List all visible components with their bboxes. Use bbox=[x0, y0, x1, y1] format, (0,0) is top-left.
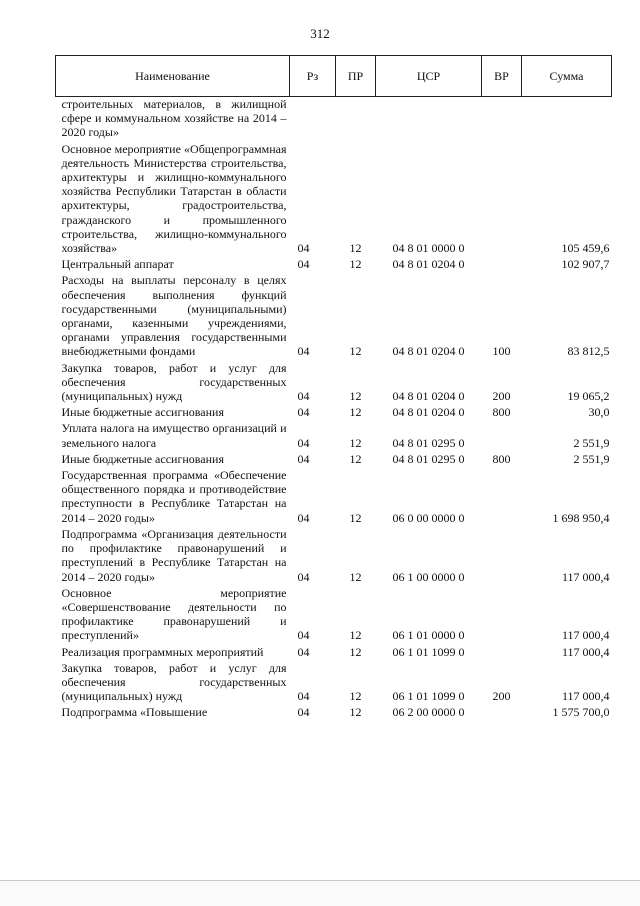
cell-vr bbox=[482, 142, 522, 258]
cell-sum: 117 000,4 bbox=[561, 628, 610, 643]
cell-name: Иные бюджетные ассигнования bbox=[61, 405, 224, 420]
cell-csr: 06 2 00 0000 0 bbox=[392, 705, 465, 720]
cell-csr: 06 0 00 0000 0 bbox=[392, 510, 465, 525]
cell-name: Закупка товаров, работ и услуг для обеспечения государственных (муниципальных) нужд bbox=[61, 360, 287, 404]
cell-name: Центральный аппарат bbox=[61, 257, 174, 272]
table-header-row bbox=[56, 56, 612, 97]
cell-csr: 04 8 01 0295 0 bbox=[392, 451, 465, 466]
cell-name: Реализация программных мероприятий bbox=[61, 644, 264, 659]
cell-name: строительных материалов, в жилищной сфере и коммунальном хозяйстве на 2014 – 2020 годы» bbox=[61, 97, 287, 140]
cell-csr: 06 1 01 1099 0 bbox=[392, 689, 465, 704]
cell-pr: 12 bbox=[349, 689, 362, 704]
cell-pr: 12 bbox=[349, 435, 362, 450]
cell-vr: 800 bbox=[492, 405, 511, 420]
cell-sum: 2 551,9 bbox=[573, 435, 610, 450]
cell-vr bbox=[482, 468, 522, 527]
cell-vr bbox=[482, 527, 522, 586]
cell-pr: 12 bbox=[349, 510, 362, 525]
table-row bbox=[56, 527, 612, 586]
cell-vr bbox=[482, 645, 522, 661]
cell-pr: 12 bbox=[349, 257, 362, 272]
table-row bbox=[56, 645, 612, 661]
cell-pr: 12 bbox=[349, 705, 362, 720]
cell-sum: 105 459,6 bbox=[561, 241, 610, 256]
cell-csr: 04 8 01 0204 0 bbox=[392, 257, 465, 272]
cell-vr: 200 bbox=[492, 689, 511, 704]
cell-sum: 117 000,4 bbox=[561, 689, 610, 704]
cell-vr bbox=[482, 97, 522, 142]
cell-rz: 04 bbox=[297, 628, 310, 643]
cell-csr: 04 8 01 0204 0 bbox=[392, 389, 465, 404]
table-body bbox=[56, 97, 612, 722]
cell-pr: 12 bbox=[349, 241, 362, 256]
cell-csr: 06 1 01 0000 0 bbox=[392, 628, 465, 643]
cell-name: Иные бюджетные ассигнования bbox=[61, 451, 224, 466]
cell-sum: 117 000,4 bbox=[561, 644, 610, 659]
table-row bbox=[56, 468, 612, 527]
cell-rz: 04 bbox=[297, 689, 310, 704]
cell-rz: 04 bbox=[297, 389, 310, 404]
header-vr: ВР bbox=[482, 56, 522, 97]
cell-name: Основное мероприятие «Совершенствование деятельности по профилактике правонарушений и преступлений» bbox=[61, 585, 287, 643]
table-row bbox=[56, 405, 612, 421]
cell-pr: 12 bbox=[349, 405, 362, 420]
cell-vr bbox=[482, 257, 522, 273]
cell-csr: 06 1 01 1099 0 bbox=[392, 644, 465, 659]
cell-rz: 04 bbox=[297, 257, 310, 272]
cell-vr bbox=[482, 421, 522, 451]
cell-vr bbox=[482, 586, 522, 645]
cell-pr bbox=[336, 97, 376, 142]
cell-pr: 12 bbox=[349, 569, 362, 584]
cell-csr: 04 8 01 0204 0 bbox=[392, 405, 465, 420]
cell-sum: 1 575 700,0 bbox=[552, 705, 610, 720]
page-bottom-edge bbox=[0, 880, 640, 906]
cell-csr: 04 8 01 0295 0 bbox=[392, 435, 465, 450]
table-row bbox=[56, 273, 612, 360]
table-row bbox=[56, 586, 612, 645]
cell-vr bbox=[482, 705, 522, 721]
cell-vr: 800 bbox=[492, 451, 511, 466]
cell-pr: 12 bbox=[349, 344, 362, 359]
cell-sum: 30,0 bbox=[588, 405, 610, 420]
cell-rz: 04 bbox=[297, 405, 310, 420]
cell-sum: 2 551,9 bbox=[573, 451, 610, 466]
cell-name: Основное мероприятие «Общепрограммная деятельность Министерства строительства, архитектуры и жилищно-коммунального хозяйства Республики Татарстан в области архитектуры, градостроительства, гражданского и промышленного строительства, жилищно-коммунального хозяйства» bbox=[61, 141, 287, 256]
cell-vr: 100 bbox=[492, 344, 511, 359]
budget-table bbox=[55, 55, 612, 722]
cell-rz: 04 bbox=[297, 644, 310, 659]
cell-csr: 04 8 01 0000 0 bbox=[392, 241, 465, 256]
cell-csr: 04 8 01 0204 0 bbox=[392, 344, 465, 359]
cell-rz: 04 bbox=[297, 241, 310, 256]
cell-name: Уплата налога на имущество организаций и земельного налога bbox=[61, 421, 287, 450]
cell-pr: 12 bbox=[349, 628, 362, 643]
cell-sum: 117 000,4 bbox=[561, 569, 610, 584]
cell-csr: 06 1 00 0000 0 bbox=[392, 569, 465, 584]
header-pr: ПР bbox=[336, 56, 376, 97]
cell-rz: 04 bbox=[297, 569, 310, 584]
cell-sum: 83 812,5 bbox=[567, 344, 610, 359]
cell-name: Подпрограмма «Повышение bbox=[61, 705, 208, 720]
cell-rz: 04 bbox=[297, 435, 310, 450]
header-name: Наименование bbox=[56, 56, 290, 97]
cell-sum: 19 065,2 bbox=[567, 389, 610, 404]
table-row bbox=[56, 705, 612, 721]
cell-rz: 04 bbox=[297, 451, 310, 466]
header-rz: Рз bbox=[290, 56, 336, 97]
header-sum: Сумма bbox=[522, 56, 612, 97]
table-row bbox=[56, 661, 612, 706]
cell-name: Закупка товаров, работ и услуг для обеспечения государственных (муниципальных) нужд bbox=[61, 660, 287, 704]
header-csr: ЦСР bbox=[376, 56, 482, 97]
cell-sum: 1 698 950,4 bbox=[552, 510, 610, 525]
cell-csr bbox=[376, 97, 482, 142]
table-row bbox=[56, 97, 612, 142]
cell-name: Расходы на выплаты персоналу в целях обеспечения выполнения функций государственными (муниципальными) органами, казенными учреждениями, органами управления государственными внебюджетными фондами bbox=[61, 273, 287, 359]
cell-name: Подпрограмма «Организация деятельности по профилактике правонарушений и преступлений в Республике Татарстан на 2014 – 2020 годы» bbox=[61, 526, 287, 584]
cell-vr: 200 bbox=[492, 389, 511, 404]
cell-rz: 04 bbox=[297, 344, 310, 359]
table-row bbox=[56, 421, 612, 451]
cell-sum bbox=[522, 97, 612, 142]
table-row bbox=[56, 257, 612, 273]
table-row bbox=[56, 361, 612, 406]
cell-rz: 04 bbox=[297, 510, 310, 525]
cell-pr: 12 bbox=[349, 451, 362, 466]
cell-name: Государственная программа «Обеспечение общественного порядка и противодействие преступности в Республике Татарстан на 2014 – 2020 годы» bbox=[61, 468, 287, 525]
page-number: 312 bbox=[310, 26, 330, 41]
cell-rz bbox=[290, 97, 336, 142]
cell-sum: 102 907,7 bbox=[561, 257, 610, 272]
table-row bbox=[56, 142, 612, 258]
table-row bbox=[56, 452, 612, 468]
cell-pr: 12 bbox=[349, 644, 362, 659]
cell-rz: 04 bbox=[297, 705, 310, 720]
cell-pr: 12 bbox=[349, 389, 362, 404]
